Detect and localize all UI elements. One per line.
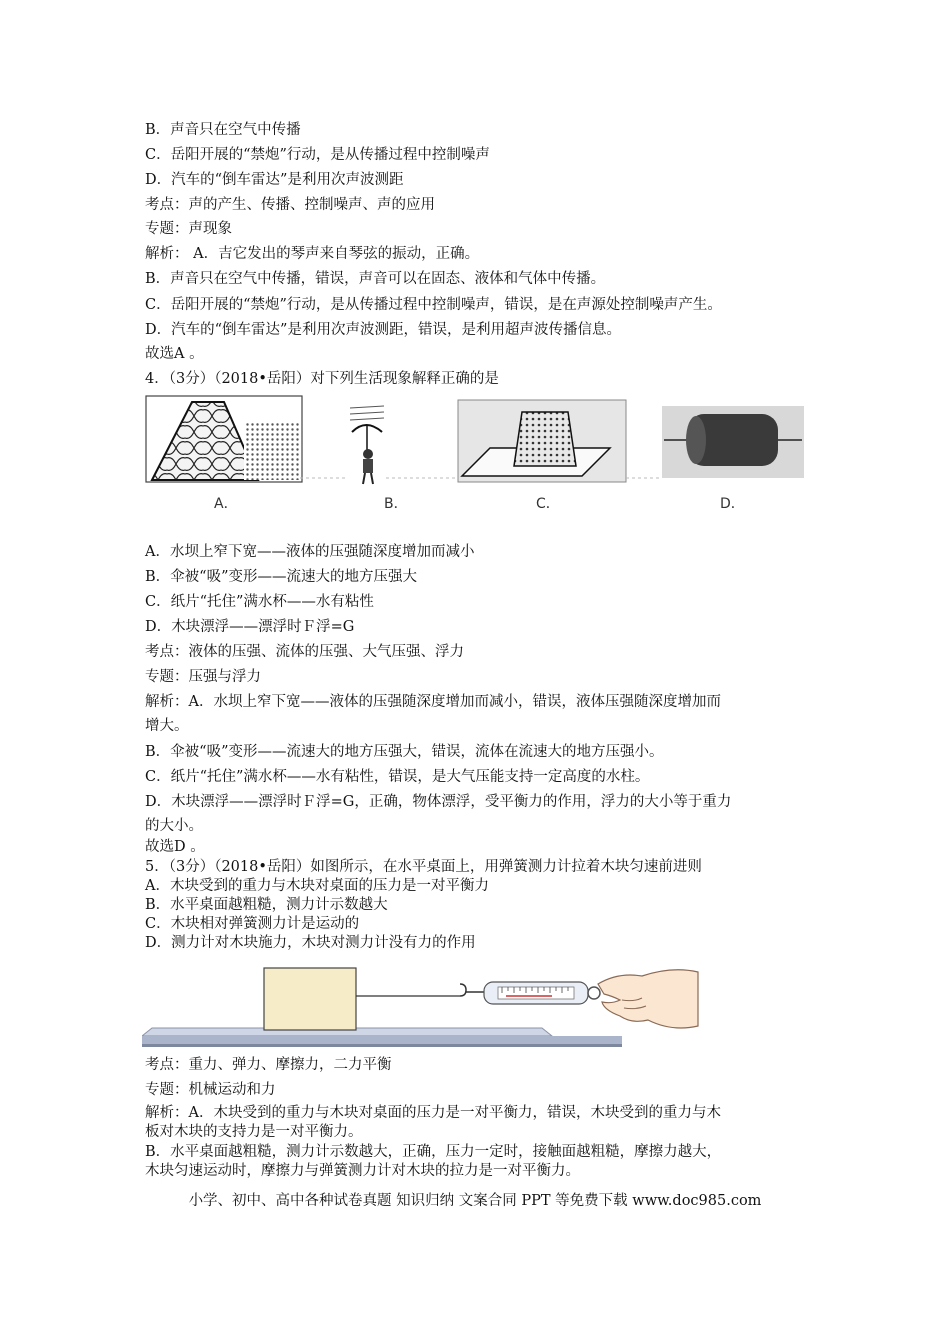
hand (598, 970, 698, 1028)
q4-jiexi-a-line2: 增大。 (145, 718, 189, 734)
q5-jiexi-b-line2: 木块匀速运动时，摩擦力与弹簧测力计对木块的拉力是一对平衡力。 (145, 1163, 580, 1179)
q4-jiexi-d-line2: 的大小。 (145, 818, 203, 834)
q4-answer: 故选D 。 (145, 839, 205, 855)
q5-jiexi-a-line2: 板对木块的支持力是一对平衡力。 (145, 1124, 363, 1140)
q3-zhuanti: 专题：声现象 (145, 221, 232, 237)
page-footer: 小学、初中、高中各种试卷真题 知识归纳 文案合同 PPT 等免费下载 www.doc985.com (188, 1193, 762, 1209)
q3-jiexi-b: B．声音只在空气中传播，错误，声音可以在固态、液体和气体中传播。 (145, 271, 606, 287)
q3-option-c: C．岳阳开展的“禁炮”行动，是从传播过程中控制噪声 (145, 147, 490, 163)
q5-zhuanti: 专题：机械运动和力 (145, 1082, 276, 1098)
q4-zhuanti: 专题：压强与浮力 (145, 669, 261, 685)
fig-label-d: D． (720, 496, 745, 512)
dam-figure (146, 396, 345, 482)
q4-jiexi-c: C．纸片“托住”满水杯——水有粘性，错误，是大气压能支持一定高度的水柱。 (145, 769, 650, 785)
wood-block (264, 968, 356, 1030)
q4-figure-strip (140, 392, 810, 522)
fig-label-c: C． (536, 496, 560, 512)
q3-kaodian: 考点：声的产生、传播、控制噪声、声的应用 (145, 197, 435, 213)
q5-option-d: D．测力计对木块施力，木块对测力计没有力的作用 (145, 935, 476, 951)
q5-option-b: B．水平桌面越粗糙，测力计示数越大 (145, 897, 388, 913)
q5-spring-scale-figure (142, 962, 702, 1050)
q5-option-a: A．木块受到的重力与木块对桌面的压力是一对平衡力 (145, 878, 489, 894)
q3-option-b: B．声音只在空气中传播 (145, 122, 301, 138)
q4-option-c: C．纸片“托住”满水杯——水有粘性 (145, 594, 374, 610)
q3-answer: 故选A 。 (145, 346, 204, 362)
q5-option-c: C．木块相对弹簧测力计是运动的 (145, 916, 360, 932)
q5-stem: 5．（3分）（2018•岳阳）如图所示，在水平桌面上，用弹簧测力计拉着木块匀速前进则 (145, 859, 702, 875)
q3-option-d: D．汽车的“倒车雷达”是利用次声波测距 (145, 172, 404, 188)
q4-stem: 4．（3分）（2018•岳阳）对下列生活现象解释正确的是 (145, 371, 499, 387)
q5-jiexi-a-line1: 解析：A．木块受到的重力与木块对桌面的压力是一对平衡力，错误，木块受到的重力与木 (145, 1105, 721, 1121)
q4-option-a: A．水坝上窄下宽——液体的压强随深度增加而减小 (145, 544, 475, 560)
q5-kaodian: 考点：重力、弹力、摩擦力，二力平衡 (145, 1057, 392, 1073)
q4-jiexi-b: B．伞被“吸”变形——流速大的地方压强大，错误，流体在流速大的地方压强小。 (145, 744, 664, 760)
q3-jiexi-d: D．汽车的“倒车雷达”是利用次声波测距，错误，是利用超声波传播信息。 (145, 322, 621, 338)
cup-figure (458, 400, 662, 482)
q4-jiexi-a-line1: 解析：A．水坝上窄下宽——液体的压强随深度增加而减小，错误，液体压强随深度增加而 (145, 694, 721, 710)
q3-jiexi-c: C．岳阳开展的“禁炮”行动，是从传播过程中控制噪声，错误，是在声源处控制噪声产生。 (145, 297, 722, 313)
umbrella-figure (346, 398, 458, 484)
q4-jiexi-d-line1: D．木块漂浮——漂浮时Ｆ浮=G，正确，物体漂浮，受平衡力的作用，浮力的大小等于重力 (145, 794, 732, 810)
q3-jiexi-a: 解析： A．吉它发出的琴声来自琴弦的振动，正确。 (145, 246, 480, 262)
fig-label-b: B． (384, 496, 408, 512)
q4-kaodian: 考点：液体的压强、流体的压强、大气压强、浮力 (145, 644, 464, 660)
q4-option-d: D．木块漂浮——漂浮时Ｆ浮=G (145, 619, 355, 635)
wood-block-figure (662, 406, 804, 478)
q4-option-b: B．伞被“吸”变形——流速大的地方压强大 (145, 569, 417, 585)
fig-label-a: A． (214, 496, 238, 512)
q5-jiexi-b-line1: B．水平桌面越粗糙，测力计示数越大，正确，压力一定时，接触面越粗糙，摩擦力越大， (145, 1144, 722, 1160)
